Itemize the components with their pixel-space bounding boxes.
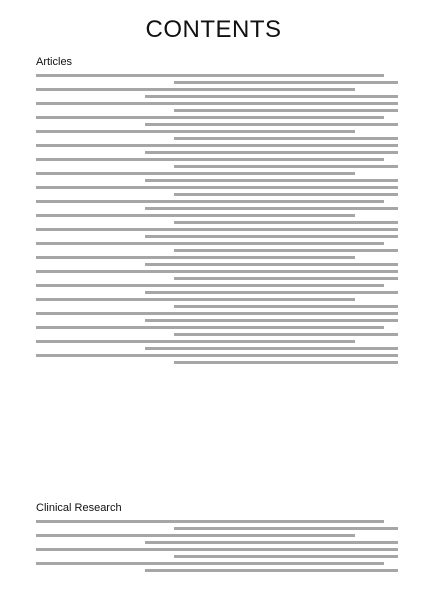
toc-entry-authors: [145, 151, 398, 154]
toc-entry: [36, 326, 398, 336]
toc-entry-authors: [145, 541, 398, 544]
toc-entry: [36, 284, 398, 294]
toc-entry-authors: [174, 361, 398, 364]
toc-entry-title: [36, 242, 384, 245]
toc-entry-title: [36, 340, 355, 343]
toc-entry: [36, 256, 398, 266]
toc-entry: [36, 130, 398, 140]
toc-entry-authors: [174, 527, 398, 530]
section-heading-articles: Articles: [36, 56, 73, 68]
toc-entry-title: [36, 200, 384, 203]
articles-list: [36, 70, 398, 364]
toc-entry-authors: [145, 569, 398, 572]
toc-entry-authors: [174, 277, 398, 280]
toc-entry-authors: [145, 347, 398, 350]
toc-entry-authors: [174, 165, 398, 168]
toc-entry-authors: [174, 109, 398, 112]
toc-entry-authors: [174, 137, 398, 140]
toc-entry-authors: [145, 95, 398, 98]
toc-entry: [36, 88, 398, 98]
toc-entry-authors: [174, 555, 398, 558]
toc-entry-title: [36, 74, 384, 77]
toc-entry: [36, 102, 398, 112]
toc-entry-title: [36, 158, 384, 161]
toc-entry-title: [36, 228, 398, 231]
toc-entry: [36, 534, 398, 544]
toc-entry: [36, 548, 398, 558]
toc-entry-title: [36, 326, 384, 329]
toc-entry-authors: [145, 207, 398, 210]
toc-entry-authors: [174, 193, 398, 196]
toc-entry: [36, 242, 398, 252]
toc-entry: [36, 186, 398, 196]
toc-entry: [36, 74, 398, 84]
toc-entry: [36, 270, 398, 280]
toc-entry: [36, 200, 398, 210]
toc-entry-authors: [145, 263, 398, 266]
toc-entry-authors: [145, 123, 398, 126]
toc-entry-title: [36, 256, 355, 259]
toc-entry-title: [36, 88, 355, 91]
toc-entry: [36, 158, 398, 168]
toc-entry-title: [36, 562, 384, 565]
clinical-research-list: [36, 516, 398, 572]
toc-entry-authors: [174, 305, 398, 308]
toc-entry: [36, 562, 398, 572]
toc-entry-title: [36, 312, 398, 315]
toc-entry-title: [36, 214, 355, 217]
toc-entry-title: [36, 548, 398, 551]
toc-entry-title: [36, 298, 355, 301]
toc-entry: [36, 214, 398, 224]
toc-entry: [36, 520, 398, 530]
toc-entry-title: [36, 172, 355, 175]
toc-entry-title: [36, 116, 384, 119]
toc-entry-title: [36, 520, 384, 523]
toc-entry-authors: [174, 249, 398, 252]
toc-entry-authors: [145, 319, 398, 322]
toc-entry: [36, 312, 398, 322]
toc-entry-title: [36, 102, 398, 105]
toc-entry-title: [36, 130, 355, 133]
toc-entry-title: [36, 534, 355, 537]
toc-entry-title: [36, 186, 398, 189]
toc-entry: [36, 144, 398, 154]
toc-entry-authors: [145, 235, 398, 238]
toc-entry-title: [36, 284, 384, 287]
toc-entry: [36, 172, 398, 182]
toc-entry-authors: [145, 291, 398, 294]
toc-entry-authors: [174, 221, 398, 224]
toc-entry-title: [36, 270, 398, 273]
toc-entry-title: [36, 354, 398, 357]
toc-entry: [36, 228, 398, 238]
toc-entry: [36, 298, 398, 308]
toc-entry-authors: [174, 333, 398, 336]
toc-entry-authors: [145, 179, 398, 182]
toc-entry: [36, 340, 398, 350]
toc-entry-title: [36, 144, 398, 147]
toc-entry: [36, 116, 398, 126]
toc-entry-authors: [174, 81, 398, 84]
toc-entry: [36, 354, 398, 364]
page-title: CONTENTS: [145, 16, 282, 43]
section-heading-clinical-research: Clinical Research: [36, 502, 122, 514]
